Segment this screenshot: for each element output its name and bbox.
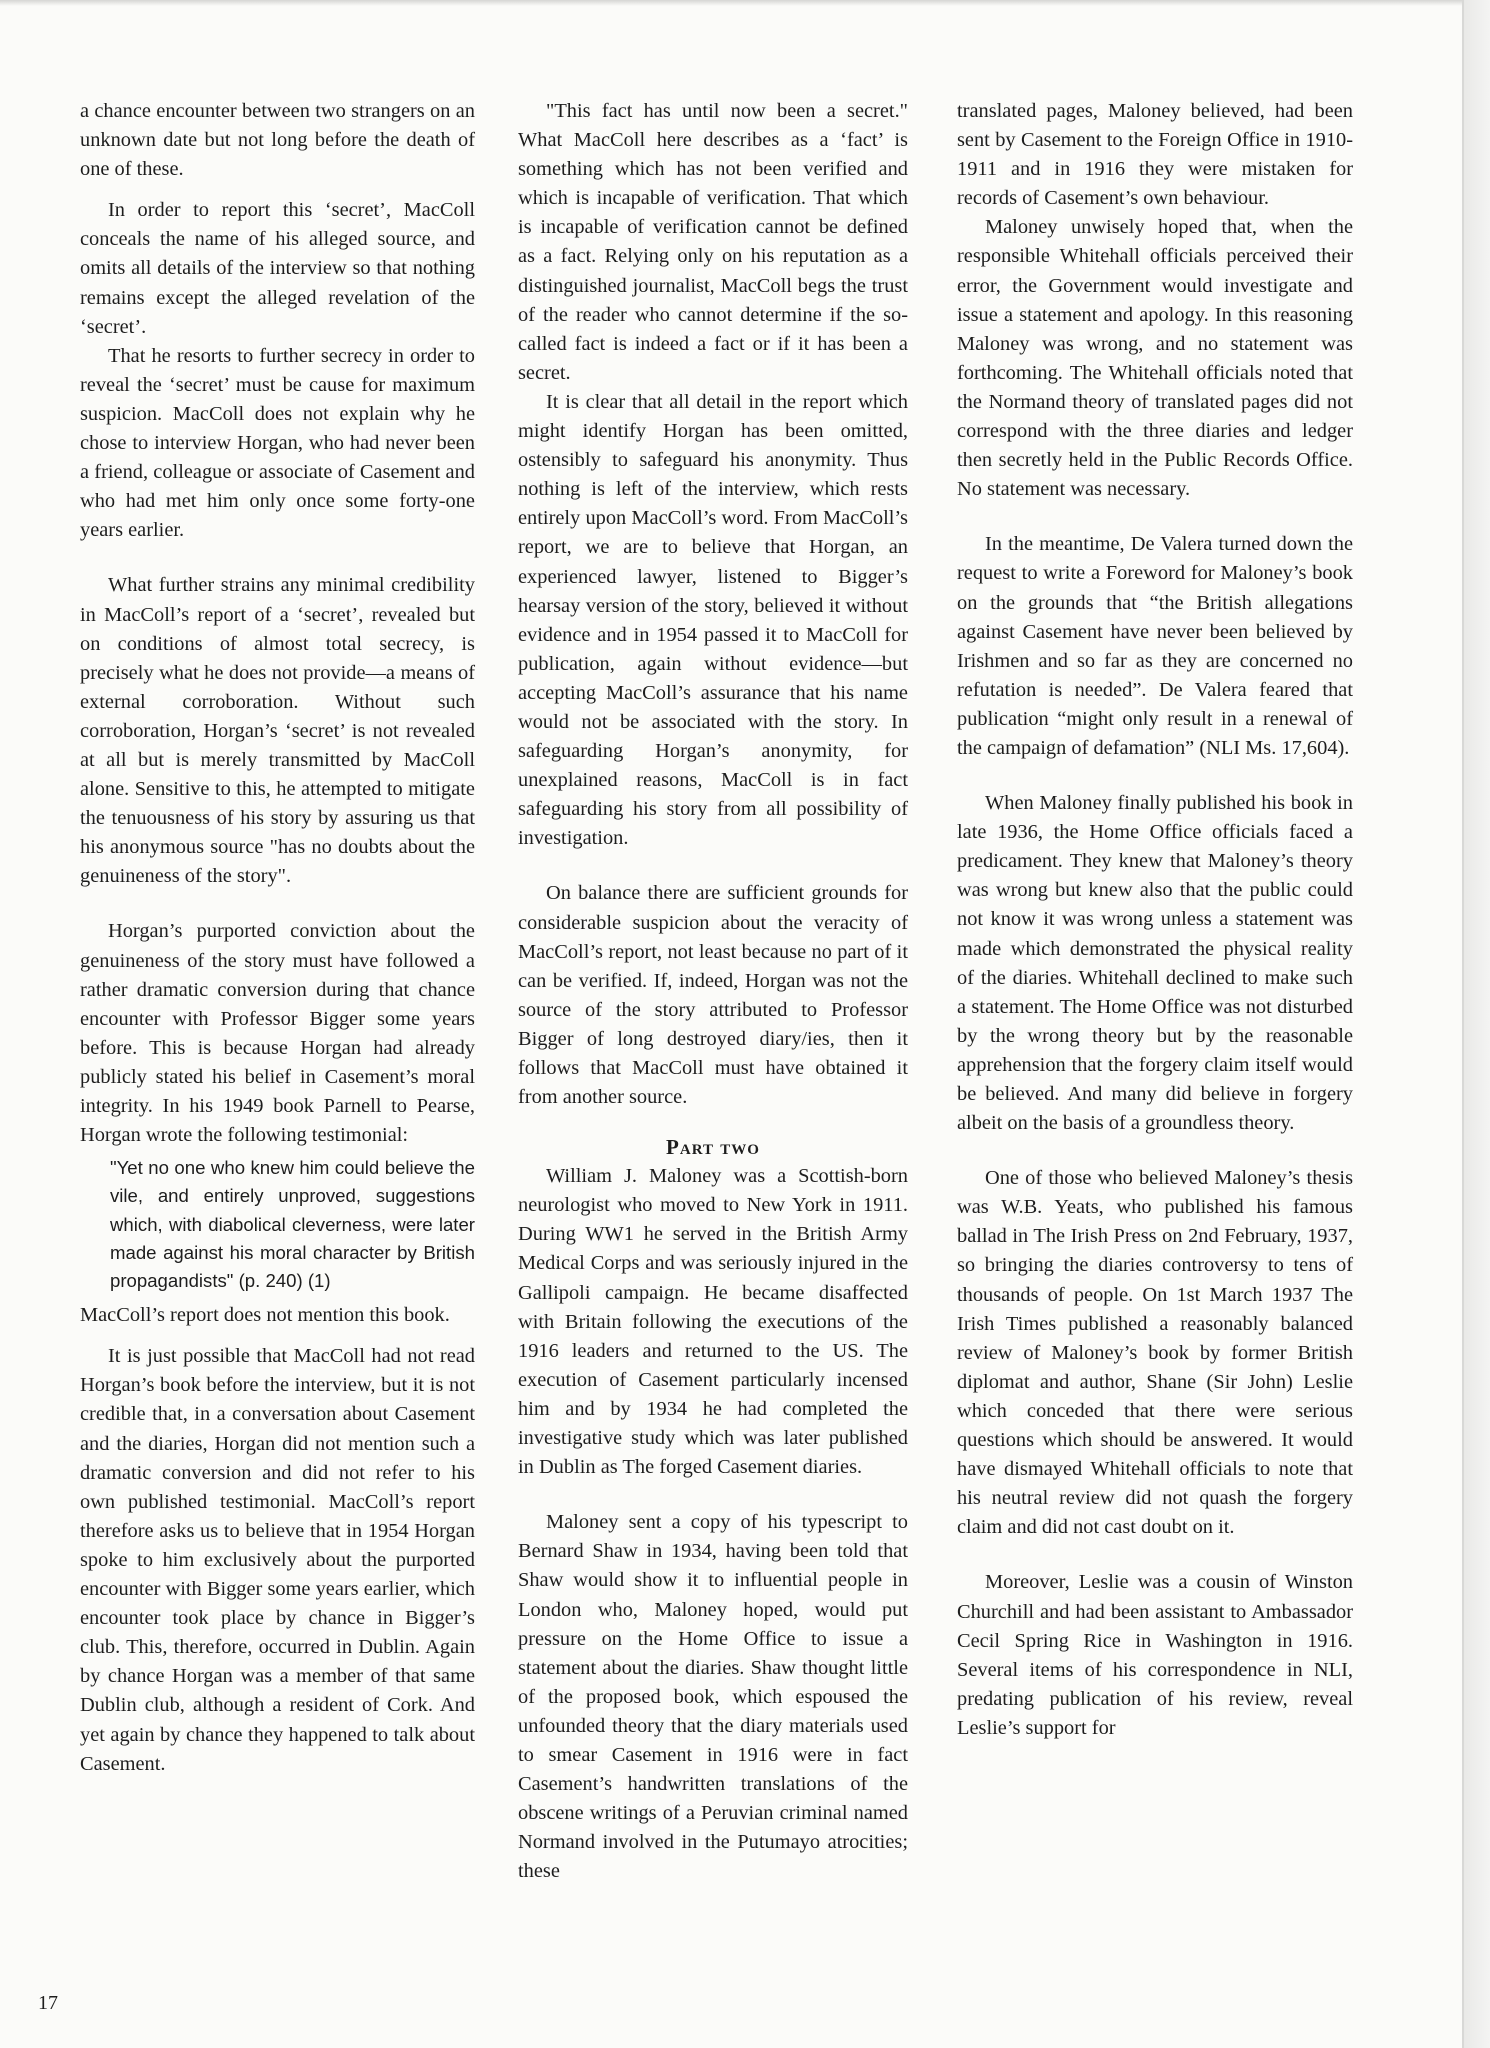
section-heading: Part two — [666, 1135, 760, 1160]
paragraph: "This fact has until now been a secret." What MacColl here describes as a ‘fact’ is something which has not been verified and which is incapable of verification. That which is incapable of verification cannot be defined as a fact. Relying only on his reputation as a distinguished journalist, MacColl begs the trust of the reader who cannot determine if the so-called fact is indeed a fact or if it has been a secret. — [518, 100, 908, 384]
paragraph: That he resorts to further secrecy in order to reveal the ‘secret’ must be cause for maximum suspicion. MacColl does not explain why he chose to interview Horgan, who had never been a friend, colleague or associate of Casement and who had met him only once some forty-one years earlier. — [80, 344, 475, 542]
paragraph: It is just possible that MacColl had not read Horgan’s book before the interview, but it is not credible that, in a conversation about Casement and the diaries, Horgan did not mention such a dramatic conversion and did not refer to his own published testimonial. MacColl’s report therefore asks us to believe that in 1954 Horgan spoke to him exclusively about the purported encounter with Bigger some years earlier, which encounter took place by chance in Bigger’s club. This, therefore, occurred in Dublin. Again by chance Horgan was a member of that same Dublin club, although a resident of Cork. And yet again by chance they happened to talk about Casement. — [80, 1345, 475, 1775]
paragraph: In the meantime, De Valera turned down the request to write a Foreword for Maloney’s book on the grounds that “the British allegations against Casement have never been believed by Irishmen and so far as they are concerned no refutation is needed”. De Valera feared that publication “might only result in a renewal of the campaign of defamation” (NLI Ms. 17,604). — [957, 533, 1353, 759]
text-column-3 — [957, 97, 1353, 1997]
paragraph: a chance encounter between two strangers on an unknown date but not long before the death of one of these. — [80, 100, 475, 181]
paragraph: Moreover, Leslie was a cousin of Winston Churchill and had been assistant to Ambassador Cecil Spring Rice in Washington in 1916. Several items of his correspondence in NLI, predating publication of his review, reveal Leslie’s support for — [957, 1571, 1353, 1739]
paragraph: William J. Maloney was a Scottish-born neurologist who moved to New York in 1911. During WW1 he served in the British Army Medical Corps and was seriously injured in the Gallipoli campaign. He became disaffected with Britain following the executions of the 1916 leaders and returned to the US. The execution of Casement particularly incensed him and by 1934 he had completed the investigative study which was later published in Dublin as The forged Casement diaries. — [518, 1165, 908, 1479]
paragraph: One of those who believed Maloney’s thesis was W.B. Yeats, who published his famous ballad in The Irish Press on 2nd February, 1937, so bringing the diaries controversy to tens of thousands of people. On 1st March 1937 The Irish Times published a reasonably balanced review of Maloney’s book by former British diplomat and author, Shane (Sir John) Leslie which conceded that there were serious questions which should be answered. It would have dismayed Whitehall officials to note that his neutral review did not quash the forgery claim and did not cast doubt on it. — [957, 1167, 1353, 1539]
paragraph: What further strains any minimal credibility in MacColl’s report of a ‘secret’, revealed but on conditions of almost total secrecy, is precisely what he does not provide—a means of external corroboration. Without such corroboration, Horgan’s ‘secret’ is not revealed at all but is merely transmitted by MacColl alone. Sensitive to this, he attempted to mitigate the tenuousness of his story by assuring us that his anonymous source "has no doubts about the genuineness of the story". — [80, 574, 475, 888]
paragraph: When Maloney finally published his book in late 1936, the Home Office officials faced a predicament. They knew that Maloney’s theory was wrong but knew also that the public could not know it was wrong unless a statement was made which demonstrated the physical reality of the diaries. Whitehall declined to make such a statement. The Home Office was not disturbed by the wrong theory but by the reasonable apprehension that the forgery claim itself would be believed. And many did believe in forgery albeit on the basis of a groundless theory. — [957, 792, 1353, 1135]
paragraph: MacColl’s report does not mention this book. — [80, 1304, 450, 1327]
paragraph: translated pages, Maloney believed, had been sent by Casement to the Foreign Office in 1910-1911 and in 1916 they were mistaken for records of Casement’s own behaviour. — [957, 100, 1353, 210]
page-number: 17 — [38, 1992, 58, 2014]
text-column-2 — [518, 97, 908, 1997]
paragraph: Maloney sent a copy of his typescript to Bernard Shaw in 1934, having been told that Shaw would show it to influential people in London who, Maloney hoped, would put pressure on the Home Office to issue a statement about the diaries. Shaw thought little of the proposed book, which espoused the unfounded theory that the diary materials used to smear Casement in 1916 were in fact Casement’s handwritten translations of the obscene writings of a Peruvian criminal named Normand involved in the Putumayo atrocities; these — [518, 1511, 908, 1883]
block-quote: "Yet no one who knew him could believe the vile, and entirely unproved, suggestions which, with diabolical cleverness, were later made against his moral character by British propagandists" (p. 240) (1) — [110, 1157, 475, 1291]
paragraph: Maloney unwisely hoped that, when the responsible Whitehall officials perceived their error, the Government would investigate and issue a statement and apology. In this reasoning Maloney was wrong, and no statement was forthcoming. The Whitehall officials noted that the Normand theory of translated pages did not correspond with the three diaries and ledger then secretly held in the Public Records Office. No statement was necessary. — [957, 216, 1353, 501]
paragraph: In order to report this ‘secret’, MacColl conceals the name of his alleged source, and omits all details of the interview so that nothing remains except the alleged revelation of the ‘secret’. — [80, 199, 475, 338]
page-top-shadow — [0, 0, 1464, 6]
paragraph: Horgan’s purported conviction about the genuineness of the story must have followed a rather dramatic conversion during that chance encounter with Professor Bigger some years before. This is because Horgan had already publicly stated his belief in Casement’s moral integrity. In his 1949 book Parnell to Pearse, Horgan wrote the following testimonial: — [80, 920, 475, 1147]
paragraph: It is clear that all detail in the report which might identify Horgan has been omitted, ostensibly to safeguard his anonymity. Thus nothing is left of the interview, which rests entirely upon MacColl’s word. From MacColl’s report, we are to believe that Horgan, an experienced lawyer, listened to Bigger’s hearsay version of the story, believed it without evidence and in 1954 passed it to MacColl for publication, again without evidence—but accepting MacColl’s assurance that his name would not be associated with the story. In safeguarding Horgan’s anonymity, for unexplained reasons, MacColl is in fact safeguarding his story from all possibility of investigation. — [518, 390, 908, 850]
page-edge — [1462, 0, 1490, 2048]
paragraph: On balance there are sufficient grounds for considerable suspicion about the veracity of MacColl’s report, not least because no part of it can be verified. If, indeed, Horgan was not the source of the story attributed to Professor Bigger of long destroyed diary/ies, then it follows that MacColl must have obtained it from another source. — [518, 882, 908, 1109]
text-column-1 — [80, 97, 475, 1997]
